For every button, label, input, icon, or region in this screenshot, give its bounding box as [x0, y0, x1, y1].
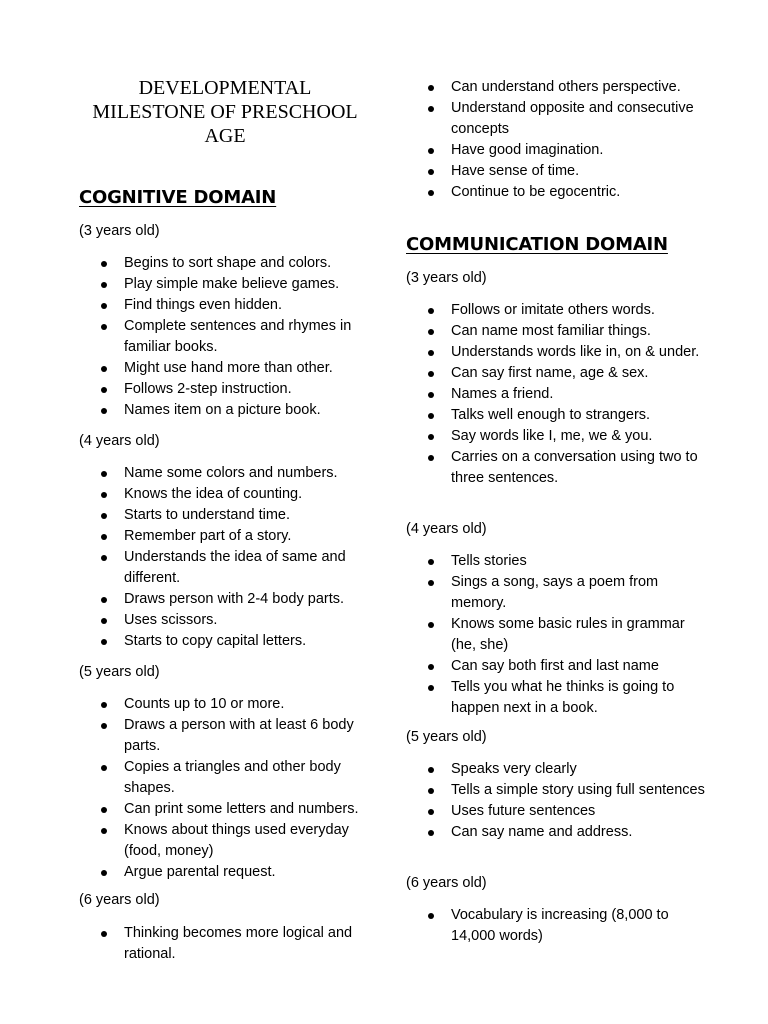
- list-item: Complete sentences and rhymes in familiar books.: [79, 316, 379, 358]
- list-item: Names item on a picture book.: [79, 400, 379, 421]
- list-item: Uses future sentences: [406, 801, 706, 822]
- cognitive-age-6-label: (6 years old): [79, 892, 160, 908]
- cognitive-age-4-label: (4 years old): [79, 433, 160, 449]
- list-item: Tells stories: [406, 551, 706, 572]
- list-item: Starts to understand time.: [79, 505, 379, 526]
- list-item: Argue parental request.: [79, 862, 379, 883]
- communication-age-3-label: (3 years old): [406, 270, 487, 286]
- list-item: Might use hand more than other.: [79, 358, 379, 379]
- list-item: Understands words like in, on & under.: [406, 342, 706, 363]
- list-item: Have good imagination.: [406, 140, 706, 161]
- communication-domain-heading: COMMUNICATION DOMAIN: [406, 234, 668, 255]
- list-item: Knows the idea of counting.: [79, 484, 379, 505]
- communication-age-4-list: [406, 551, 706, 719]
- list-item: Can say first name, age & sex.: [406, 363, 706, 384]
- list-item: Can say name and address.: [406, 822, 706, 843]
- communication-age-5-label: (5 years old): [406, 729, 487, 745]
- list-item: Follows 2-step instruction.: [79, 379, 379, 400]
- cognitive-age-5-label: (5 years old): [79, 664, 160, 680]
- list-item: Can print some letters and numbers.: [79, 799, 379, 820]
- communication-age-4-label: (4 years old): [406, 521, 487, 537]
- communication-age-3-list: [406, 300, 706, 489]
- title-line: AGE: [204, 125, 246, 147]
- list-item: Vocabulary is increasing (8,000 to 14,000 words): [406, 905, 706, 947]
- cognitive-age-3-label: (3 years old): [79, 223, 160, 239]
- list-item: Carries on a conversation using two to three sentences.: [406, 447, 706, 489]
- list-item: Follows or imitate others words.: [406, 300, 706, 321]
- list-item: Understands the idea of same and different.: [79, 547, 379, 589]
- list-item: Draws person with 2-4 body parts.: [79, 589, 379, 610]
- cognitive-age-4-list: [79, 463, 379, 652]
- list-item: Name some colors and numbers.: [79, 463, 379, 484]
- list-item: Speaks very clearly: [406, 759, 706, 780]
- list-item: Play simple make believe games.: [79, 274, 379, 295]
- cognitive-age-5-list: [79, 694, 379, 883]
- title-line: MILESTONE OF PRESCHOOL: [92, 101, 358, 123]
- list-item: Draws a person with at least 6 body parts.: [79, 715, 379, 757]
- list-item: Talks well enough to strangers.: [406, 405, 706, 426]
- communication-age-6-list: [406, 905, 706, 947]
- cognitive-age-6-list-continued: [406, 77, 706, 203]
- list-item: Names a friend.: [406, 384, 706, 405]
- list-item: Uses scissors.: [79, 610, 379, 631]
- list-item: Can say both first and last name: [406, 656, 706, 677]
- list-item: Copies a triangles and other body shapes.: [79, 757, 379, 799]
- list-item: Remember part of a story.: [79, 526, 379, 547]
- list-item: Understand opposite and consecutive concepts: [406, 98, 706, 140]
- list-item: Continue to be egocentric.: [406, 182, 706, 203]
- cognitive-age-6-list-left: [79, 923, 379, 965]
- list-item: Have sense of time.: [406, 161, 706, 182]
- title-line: DEVELOPMENTAL: [138, 77, 312, 99]
- list-item: Thinking becomes more logical and rational.: [79, 923, 379, 965]
- list-item: Sings a song, says a poem from memory.: [406, 572, 706, 614]
- list-item: Starts to copy capital letters.: [79, 631, 379, 652]
- list-item: Find things even hidden.: [79, 295, 379, 316]
- list-item: Knows about things used everyday (food, money): [79, 820, 379, 862]
- document-title: [79, 76, 371, 148]
- communication-age-6-label: (6 years old): [406, 875, 487, 891]
- list-item: Tells a simple story using full sentences: [406, 780, 706, 801]
- cognitive-domain-heading: COGNITIVE DOMAIN: [79, 187, 277, 208]
- list-item: Say words like I, me, we & you.: [406, 426, 706, 447]
- list-item: Begins to sort shape and colors.: [79, 253, 379, 274]
- list-item: Counts up to 10 or more.: [79, 694, 379, 715]
- cognitive-age-3-list: [79, 253, 379, 421]
- list-item: Can name most familiar things.: [406, 321, 706, 342]
- list-item: Tells you what he thinks is going to happen next in a book.: [406, 677, 706, 719]
- communication-age-5-list: [406, 759, 706, 843]
- list-item: Knows some basic rules in grammar (he, she): [406, 614, 706, 656]
- list-item: Can understand others perspective.: [406, 77, 706, 98]
